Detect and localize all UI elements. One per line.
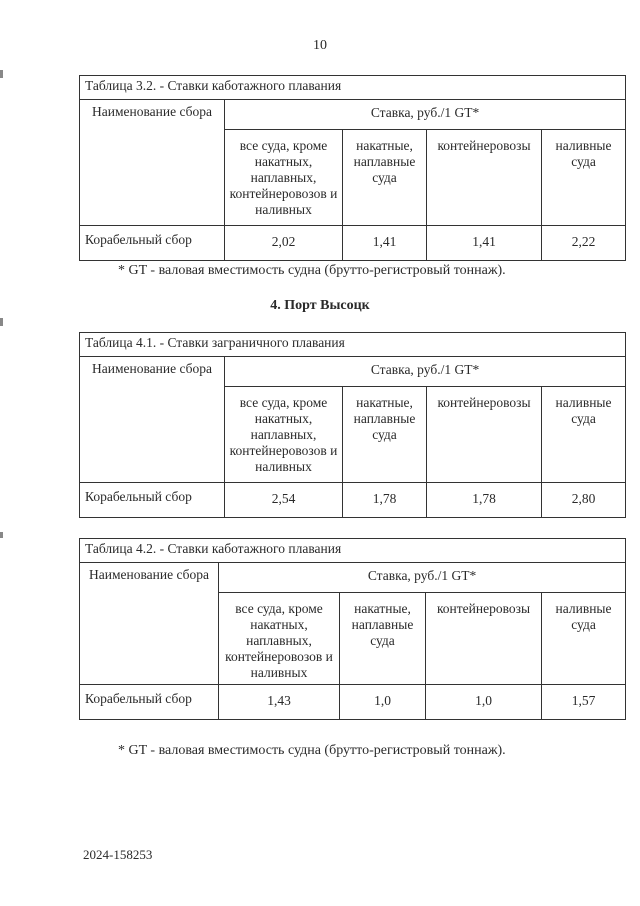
- rate-header: Ставка, руб./1 GT*: [219, 563, 626, 593]
- rate-value: 2,02: [225, 226, 343, 261]
- row-label: Корабельный сбор: [80, 483, 225, 518]
- column-header: контейнеровозы: [426, 593, 542, 685]
- rate-value: 2,22: [542, 226, 626, 261]
- rates-table-4-1: [79, 332, 626, 518]
- column-header: контейнеровозы: [427, 130, 542, 226]
- scan-edge-mark: [0, 318, 3, 326]
- rate-value: 2,54: [225, 483, 343, 518]
- rate-value: 1,0: [426, 685, 542, 720]
- rate-value: 1,41: [427, 226, 542, 261]
- column-header: накатные, наплавные суда: [340, 593, 426, 685]
- rate-value: 1,78: [343, 483, 427, 518]
- column-header: наливные суда: [542, 387, 626, 483]
- footnote: * GT - валовая вместимость судна (брутто-регистровый тоннаж).: [118, 263, 506, 278]
- fee-name-header: Наименование сбора: [80, 357, 225, 483]
- row-label: Корабельный сбор: [80, 685, 219, 720]
- column-header: все суда, кроме накатных, наплавных, контейнеровозов и наливных: [225, 387, 343, 483]
- scan-edge-mark: [0, 70, 3, 78]
- table-caption: Таблица 3.2. - Ставки каботажного плавания: [80, 76, 626, 100]
- rate-value: 1,41: [343, 226, 427, 261]
- column-header: контейнеровозы: [427, 387, 542, 483]
- column-header: все суда, кроме накатных, наплавных, контейнеровозов и наливных: [225, 130, 343, 226]
- rate-value: 1,78: [427, 483, 542, 518]
- column-header: накатные, наплавные суда: [343, 130, 427, 226]
- table-caption: Таблица 4.1. - Ставки заграничного плавания: [80, 333, 626, 357]
- rate-value: 1,0: [340, 685, 426, 720]
- table-caption: Таблица 4.2. - Ставки каботажного плавания: [80, 539, 626, 563]
- column-header: все суда, кроме накатных, наплавных, контейнеровозов и наливных: [219, 593, 340, 685]
- column-header: накатные, наплавные суда: [343, 387, 427, 483]
- page-number: 10: [313, 38, 327, 53]
- column-header: наливные суда: [542, 130, 626, 226]
- rates-table-3-2: [79, 75, 626, 261]
- row-label: Корабельный сбор: [80, 226, 225, 261]
- rate-value: 2,80: [542, 483, 626, 518]
- rate-header: Ставка, руб./1 GT*: [225, 100, 626, 130]
- document-code: 2024-158253: [83, 847, 153, 862]
- footnote: * GT - валовая вместимость судна (брутто-регистровый тоннаж).: [118, 743, 506, 758]
- rate-value: 1,57: [542, 685, 626, 720]
- rate-value: 1,43: [219, 685, 340, 720]
- fee-name-header: Наименование сбора: [80, 563, 219, 685]
- section-title: 4. Порт Высоцк: [270, 298, 370, 313]
- rates-table-4-2: [79, 538, 626, 720]
- rate-header: Ставка, руб./1 GT*: [225, 357, 626, 387]
- scan-edge-mark: [0, 532, 3, 538]
- column-header: наливные суда: [542, 593, 626, 685]
- fee-name-header: Наименование сбора: [80, 100, 225, 226]
